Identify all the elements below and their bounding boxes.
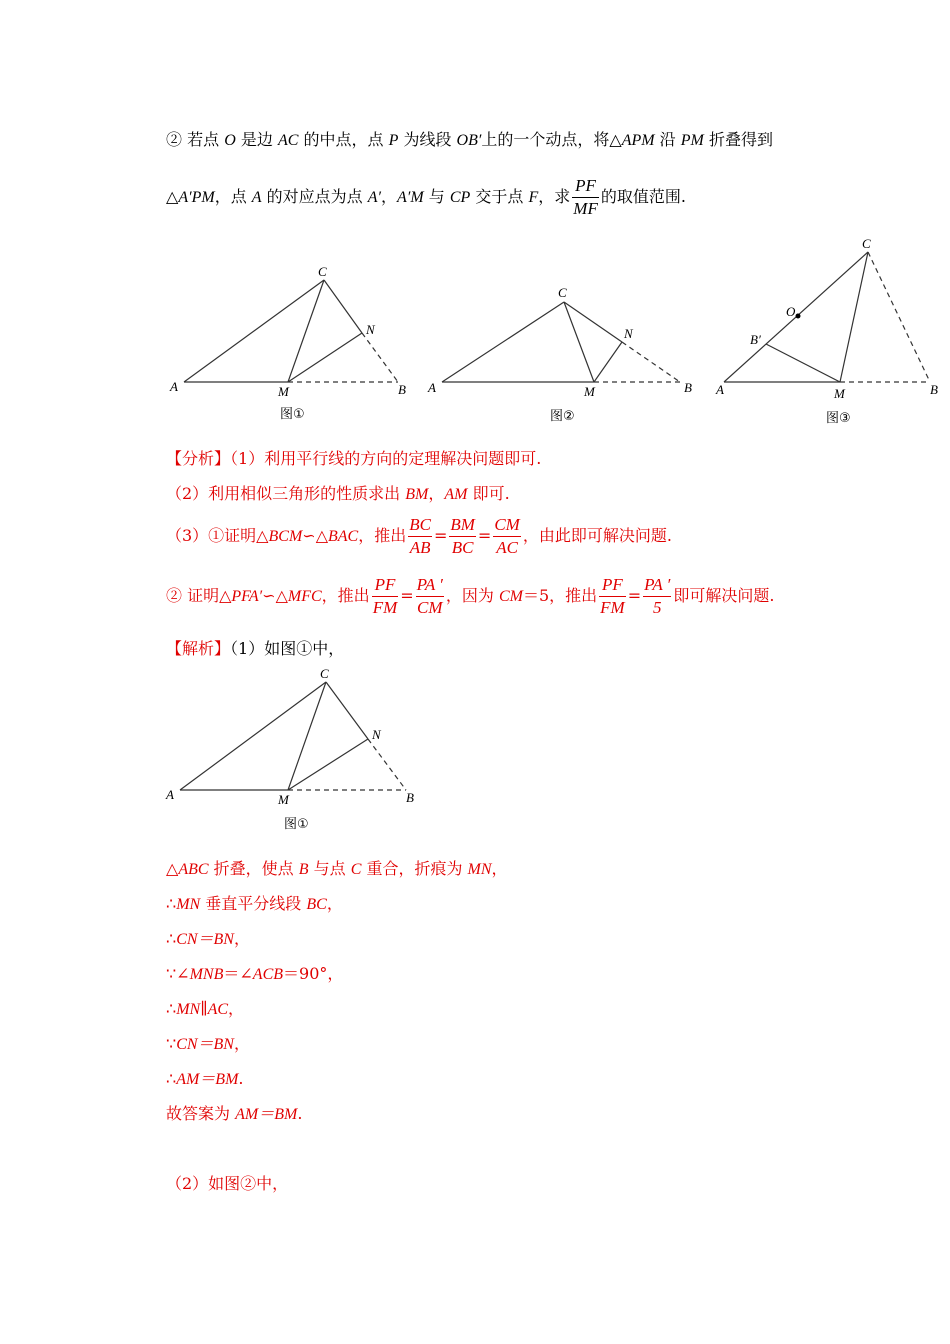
text: ， [233,1034,250,1053]
therefore-symbol: ∴ [166,999,177,1018]
text: （3）①证明△ [166,526,269,545]
solution-line-1 [166,636,344,659]
text: . [238,1069,244,1088]
math-expr: CN＝BN [176,931,234,948]
math-var: A′M [397,189,424,206]
fraction [572,175,599,220]
solution-step-6 [166,1031,250,1054]
denominator: CM [417,598,443,617]
label-B: B [406,790,414,805]
text: ∽△ [302,526,328,545]
label-C: C [862,236,871,251]
text: ，由此即可解决问题. [522,526,672,545]
text: ，点 [214,187,252,206]
question-line-2 [166,175,686,220]
math-var: CM [498,588,523,605]
math-var: APM [621,132,655,149]
math-var: BM [405,486,429,503]
label-A: A [428,380,436,395]
figure-1-caption: 图① [284,817,309,832]
math-var: A [251,189,262,206]
label-B: B [398,382,406,397]
text: ，推出 [358,526,407,545]
math-var: O [224,132,236,149]
math-var: AC [277,132,299,149]
text: （1）如图①中， [230,639,345,658]
denominator: MF [573,199,598,218]
math-var: BC [306,896,327,913]
denominator: FM [372,598,398,617]
math-var: ABC [178,861,209,878]
denominator: FM [600,598,625,617]
figure-2 [422,278,712,428]
solution-heading: 【解析】 [166,639,231,658]
math-var: OB′ [456,132,482,149]
text: 的取值范围. [600,187,686,206]
figure-3-caption: 图③ [826,411,851,426]
numerator: PF [372,574,399,597]
math-var: A′PM [178,189,215,206]
analysis-line-4 [166,574,774,619]
label-O: O [786,304,796,319]
label-N: N [366,322,375,337]
label-M: M [278,792,289,807]
because-symbol: ∵ [166,1034,177,1053]
text: 折叠得到 [703,130,773,149]
text: 交于点 [470,187,529,206]
solution-step-2 [166,891,343,914]
math-var: P [388,132,399,149]
text: 为线段 [398,130,457,149]
fraction [408,514,432,559]
text: 是边 [235,130,278,149]
math-var: ACB [252,966,284,983]
text: ，因为 [445,586,499,605]
fraction [449,514,476,559]
text: 的中点，点 [298,130,389,149]
label-A: A [166,787,174,802]
math-expr: AM＝BM [235,1106,298,1123]
therefore-symbol: ∴ [166,929,177,948]
math-var: MN [176,896,201,913]
text: 沿 [654,130,681,149]
figure-1-solution [160,662,430,838]
math-var: C [350,861,362,878]
label-B: B [684,380,692,395]
text: ② 若点 [166,130,225,149]
solution-step-1 [166,856,508,879]
text: ， [428,484,445,503]
because-symbol: ∵∠ [166,964,190,983]
text: ， [233,929,250,948]
text: 的对应点为点 [261,187,368,206]
math-var: MN [467,861,492,878]
label-B-prime: B′ [750,332,761,347]
math-var: MFC [287,588,322,605]
text: 上的一个动点，将△ [481,130,622,149]
numerator: CM [493,514,521,537]
solution-step-3 [166,926,250,949]
solution-step-5 [166,996,244,1019]
label-A: A [716,382,724,397]
math-var: CP [449,189,471,206]
text: 即可. [467,484,510,503]
text: . [297,1104,303,1123]
numerator: BM [449,514,476,537]
figure-2-caption: 图② [550,409,575,424]
label-C: C [558,285,567,300]
text: ， [381,187,398,206]
label-M: M [834,386,845,401]
math-var: BCM [268,528,303,545]
denominator: 5 [653,598,662,617]
math-var: PFA′ [231,588,263,605]
equals-sign: = [477,526,492,545]
text: 折叠，使点 [208,859,299,878]
denominator: BC [451,538,474,557]
text: ＝5，推出 [522,586,598,605]
analysis-line-2 [166,481,510,504]
text: 故答案为 [166,1104,236,1123]
therefore-symbol: ∴ [166,894,177,913]
figure-3 [710,232,950,432]
text: ， [228,999,245,1018]
fraction [493,514,521,559]
equals-sign: = [400,586,414,605]
text: 重合，折痕为 [361,859,468,878]
fraction [416,574,444,619]
text: ∽△ [262,586,288,605]
figure-1-caption: 图① [280,407,305,422]
solution-step-4 [166,961,343,984]
therefore-symbol: ∴ [166,1069,177,1088]
text: ，推出 [321,586,370,605]
text: △ [166,187,179,206]
solution-step-8 [166,1101,302,1124]
label-B: B [930,382,938,397]
analysis-heading: 【分析】 [166,449,231,468]
analysis-line-1 [166,446,541,469]
fraction [372,574,399,619]
math-var: A′ [367,189,382,206]
text: （2）利用相似三角形的性质求出 [166,484,406,503]
denominator: AB [409,538,431,557]
numerator: PA ′ [416,574,444,597]
fraction [643,574,671,619]
label-N: N [372,727,381,742]
text: （2）如图②中， [166,1174,289,1193]
label-M: M [278,384,289,399]
text: 垂直平分线段 [200,894,307,913]
numerator: PF [572,175,599,198]
fraction [599,574,626,619]
math-var: MNB [189,966,224,983]
text: ＝∠ [223,964,253,983]
solution-step-7 [166,1066,244,1089]
math-var: BAC [328,528,359,545]
text: 与 [423,187,450,206]
label-A: A [170,379,178,394]
text: ＝90°， [283,964,344,983]
equals-sign: = [627,586,642,605]
text: 即可解决问题. [673,586,775,605]
denominator: AC [496,538,518,557]
numerator: PA ′ [643,574,671,597]
numerator: BC [408,514,432,537]
math-expr: CN＝BN [176,1036,234,1053]
math-var: PM [680,132,704,149]
math-expr: MN∥AC [176,1001,229,1018]
math-var: B [298,861,309,878]
text: △ [166,859,179,878]
solution-part-2 [166,1171,288,1194]
math-expr: AM＝BM [176,1071,239,1088]
figure-1 [160,258,420,428]
text: ，求 [538,187,571,206]
question-line-1 [166,127,773,150]
label-M: M [584,384,595,399]
math-var: AM [444,486,468,503]
text: （1）利用平行线的方向的定理解决问题即可. [230,449,542,468]
text: ， [326,894,343,913]
label-C: C [318,264,327,279]
math-var: F [528,189,539,206]
equals-sign: = [433,526,448,545]
text: ② 证明△ [166,586,232,605]
text: ， [491,859,508,878]
label-N: N [624,326,633,341]
label-C: C [320,666,329,681]
analysis-line-3 [166,514,672,559]
numerator: PF [599,574,626,597]
text: 与点 [308,859,351,878]
